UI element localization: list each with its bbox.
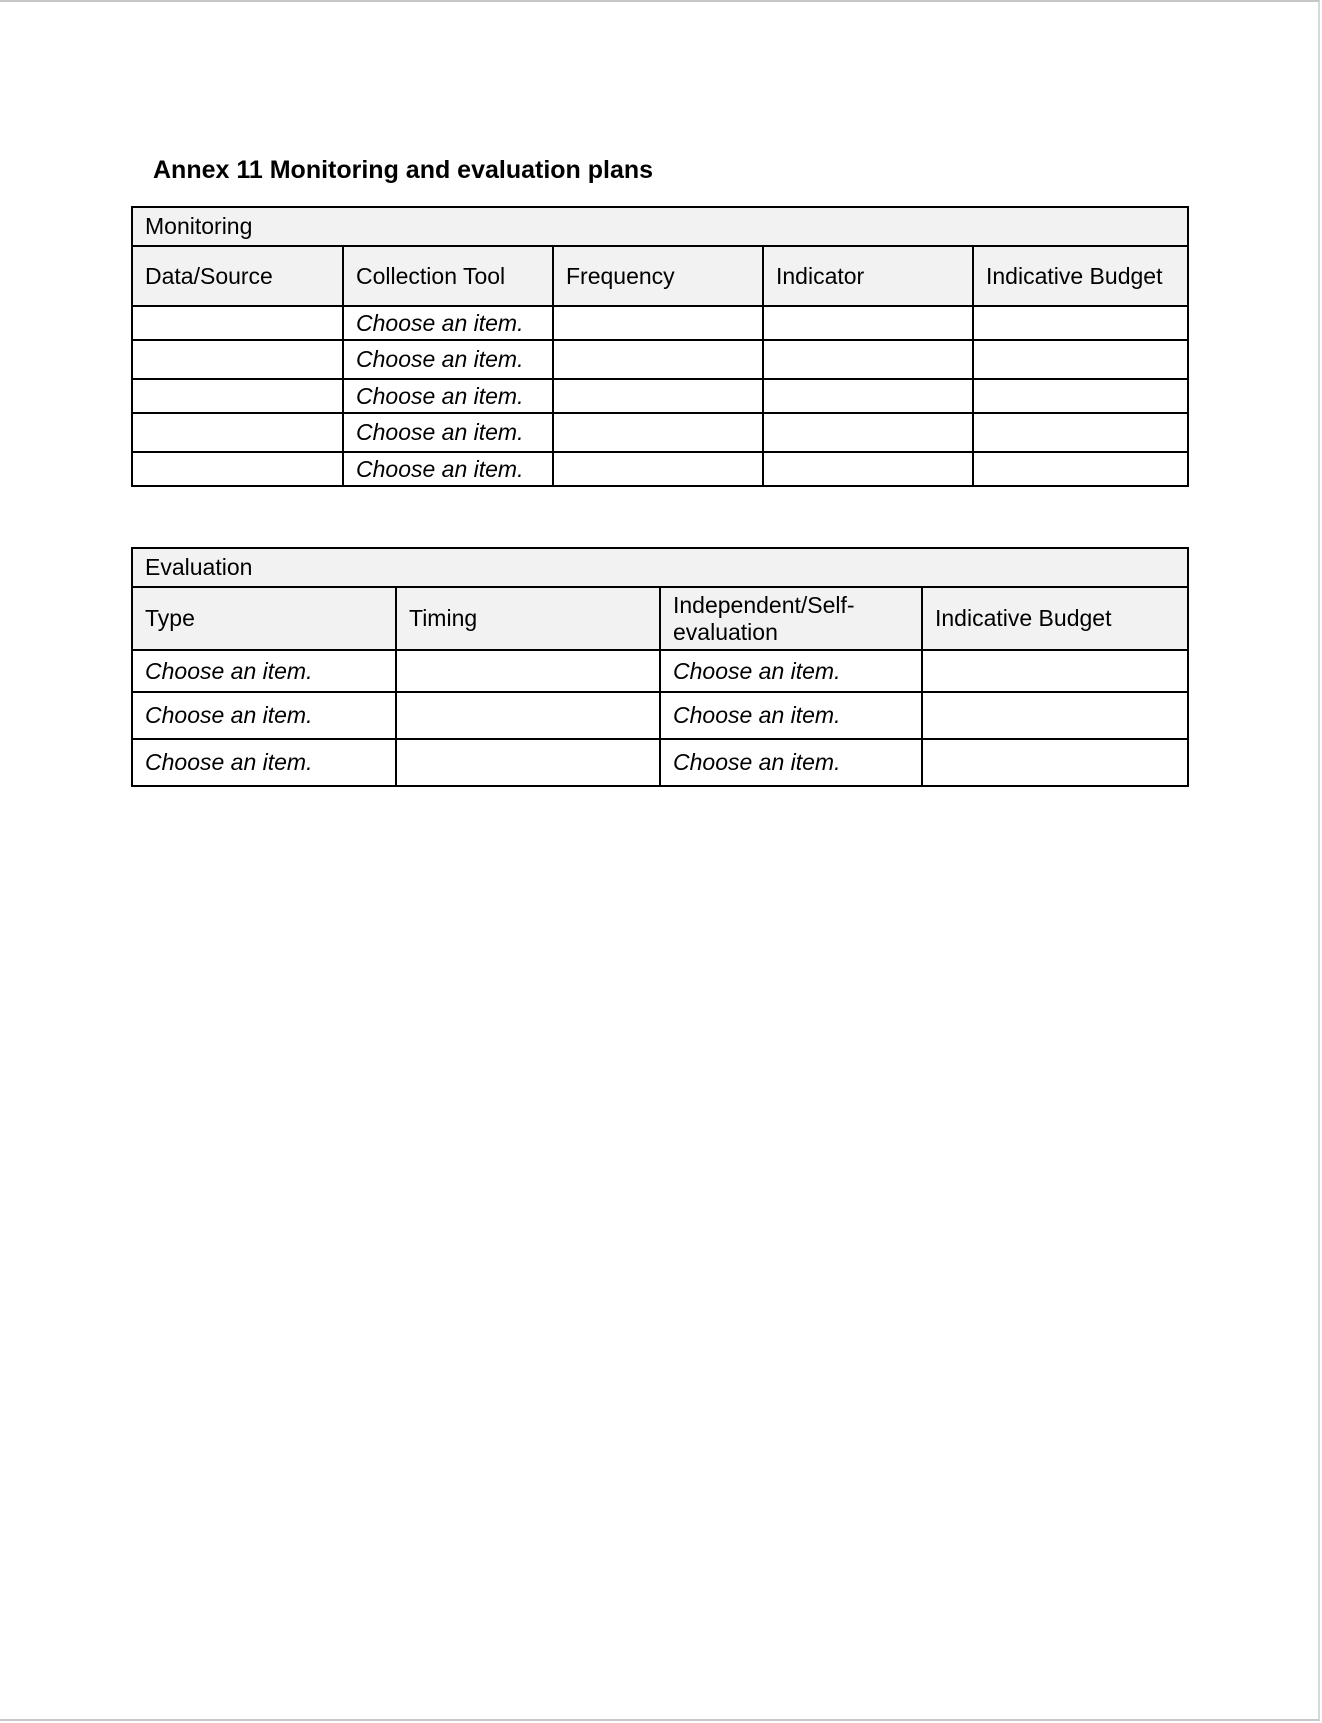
indicator-cell[interactable] xyxy=(763,379,973,413)
collection-tool-dropdown[interactable]: Choose an item. xyxy=(343,379,553,413)
indicative-budget-cell[interactable] xyxy=(973,379,1188,413)
frequency-cell[interactable] xyxy=(553,340,763,379)
indicator-cell[interactable] xyxy=(763,413,973,452)
collection-tool-dropdown[interactable]: Choose an item. xyxy=(343,306,553,340)
indicator-cell[interactable] xyxy=(763,340,973,379)
frequency-cell[interactable] xyxy=(553,413,763,452)
collection-tool-dropdown[interactable]: Choose an item. xyxy=(343,452,553,486)
collection-tool-dropdown[interactable]: Choose an item. xyxy=(343,340,553,379)
table-row xyxy=(132,340,1188,379)
evaluation-table xyxy=(131,547,1189,787)
column-header-indicative-budget: Indicative Budget xyxy=(922,587,1188,650)
indicator-cell[interactable] xyxy=(763,452,973,486)
monitoring-section-header xyxy=(132,207,1188,246)
table-row xyxy=(132,739,1188,786)
data-source-cell[interactable] xyxy=(132,413,343,452)
indicator-cell[interactable] xyxy=(763,306,973,340)
table-row xyxy=(132,692,1188,739)
table-row xyxy=(132,452,1188,486)
indicative-budget-cell[interactable] xyxy=(973,413,1188,452)
indicative-budget-cell[interactable] xyxy=(922,692,1188,739)
column-header-timing: Timing xyxy=(396,587,660,650)
indicative-budget-cell[interactable] xyxy=(973,340,1188,379)
indicative-budget-cell[interactable] xyxy=(973,452,1188,486)
page-title: Annex 11 Monitoring and evaluation plans xyxy=(153,156,654,184)
table-row xyxy=(132,379,1188,413)
data-source-cell[interactable] xyxy=(132,452,343,486)
monitoring-section-label: Monitoring xyxy=(132,207,1188,246)
data-source-cell[interactable] xyxy=(132,340,343,379)
table-row xyxy=(132,413,1188,452)
indicative-budget-cell[interactable] xyxy=(922,650,1188,692)
data-source-cell[interactable] xyxy=(132,306,343,340)
timing-cell[interactable] xyxy=(396,650,660,692)
evaluation-section-header xyxy=(132,548,1188,587)
monitoring-column-headers xyxy=(132,246,1188,306)
independent-self-evaluation-dropdown[interactable]: Choose an item. xyxy=(660,692,922,739)
type-dropdown[interactable]: Choose an item. xyxy=(132,650,396,692)
table-row xyxy=(132,306,1188,340)
independent-self-evaluation-dropdown[interactable]: Choose an item. xyxy=(660,739,922,786)
column-header-data-source: Data/Source xyxy=(132,246,343,306)
frequency-cell[interactable] xyxy=(553,379,763,413)
monitoring-table xyxy=(131,206,1189,487)
data-source-cell[interactable] xyxy=(132,379,343,413)
indicative-budget-cell[interactable] xyxy=(973,306,1188,340)
table-row xyxy=(132,650,1188,692)
indicative-budget-cell[interactable] xyxy=(922,739,1188,786)
column-header-indicator: Indicator xyxy=(763,246,973,306)
column-header-independent-self-evaluation: Independent/Self-evaluation xyxy=(660,587,922,650)
independent-self-evaluation-dropdown[interactable]: Choose an item. xyxy=(660,650,922,692)
evaluation-section-label: Evaluation xyxy=(132,548,1188,587)
column-header-type: Type xyxy=(132,587,396,650)
column-header-collection-tool: Collection Tool xyxy=(343,246,553,306)
timing-cell[interactable] xyxy=(396,739,660,786)
evaluation-column-headers xyxy=(132,587,1188,650)
column-header-frequency: Frequency xyxy=(553,246,763,306)
type-dropdown[interactable]: Choose an item. xyxy=(132,692,396,739)
frequency-cell[interactable] xyxy=(553,452,763,486)
column-header-indicative-budget: Indicative Budget xyxy=(973,246,1188,306)
frequency-cell[interactable] xyxy=(553,306,763,340)
type-dropdown[interactable]: Choose an item. xyxy=(132,739,396,786)
timing-cell[interactable] xyxy=(396,692,660,739)
collection-tool-dropdown[interactable]: Choose an item. xyxy=(343,413,553,452)
